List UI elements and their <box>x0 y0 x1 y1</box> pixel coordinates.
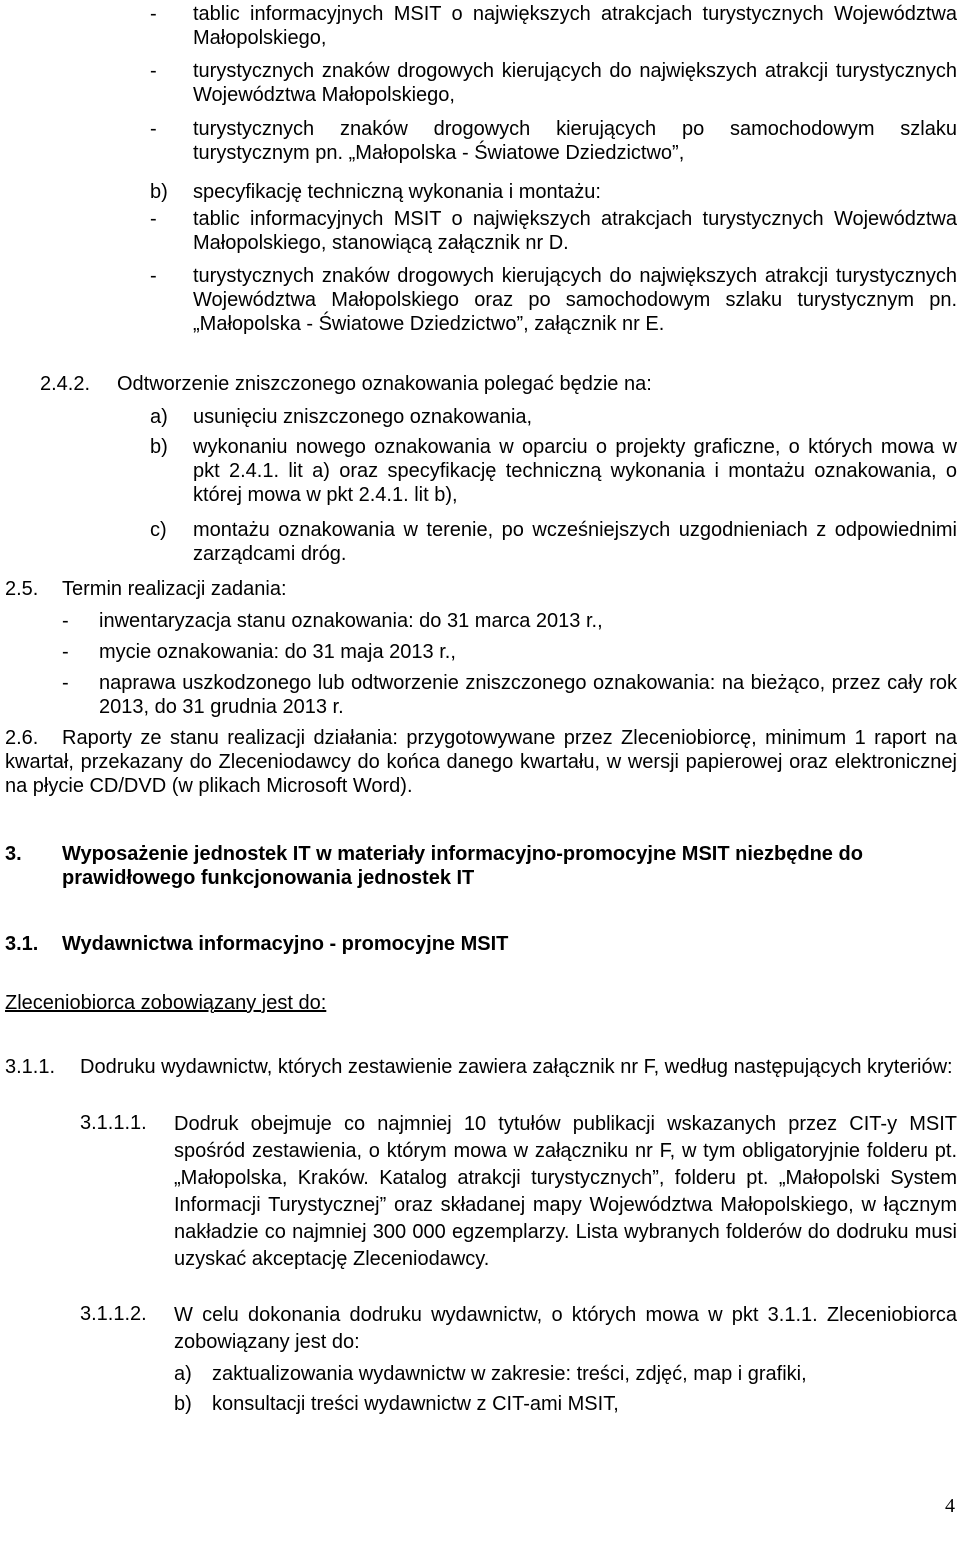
obligation-text: Zleceniobiorca zobowiązany jest do: <box>5 992 327 1014</box>
list-marker: - <box>62 641 69 663</box>
list-marker: a) <box>174 1363 192 1385</box>
section-number: 2.6. <box>5 727 39 749</box>
list-marker: - <box>62 672 69 694</box>
list-item: tablic informacyjnych MSIT o największych atrakcjach turystycznych Województwa Małopolskiego, <box>193 3 957 49</box>
list-marker: - <box>150 208 157 230</box>
section-number: 3.1.1.2. <box>80 1303 147 1325</box>
list-marker: - <box>150 118 157 140</box>
list-marker: - <box>150 265 157 287</box>
list-item: inwentaryzacja stanu oznakowania: do 31 marca 2013 r., <box>99 610 603 632</box>
section-number: 2.5. <box>5 578 39 600</box>
list-item: tablic informacyjnych MSIT o największych atrakcjach turystycznych Województwa Małopolskiego, stanowiącą załącznik nr D. <box>193 208 957 254</box>
list-item: usunięciu zniszczonego oznakowania, <box>193 406 533 428</box>
list-marker: b) <box>174 1393 192 1415</box>
list-item: wykonaniu nowego oznakowania w oparciu o projekty graficzne, o których mowa w pkt 2.4.1. lit a) oraz specyfikację techniczną wykonania i montażu oznakowania, o której mowa w pkt 2.4.1. lit b), <box>193 436 957 506</box>
section-title: Termin realizacji zadania: <box>62 578 287 600</box>
list-item: naprawa uszkodzonego lub odtworzenie zniszczonego oznakowania: na bieżąco, przez cały rok 2013, do 31 grudnia 2013 r. <box>99 672 957 718</box>
list-marker: - <box>150 60 157 82</box>
list-item: montażu oznakowania w terenie, po wcześniejszych uzgodnieniach z odpowiednimi zarządcami dróg. <box>193 519 957 565</box>
paragraph: Dodruk obejmuje co najmniej 10 tytułów publikacji wskazanych przez CIT-y MSIT spośród zestawienia, o którym mowa w załączniku nr F, w tym obligatoryjnie folderu pt. „Małopolska, Kraków. Katalog atrakcji turystycznych”, folderu pt. „Małopolski System Informacji Turystycznej” oraz składanej mapy Województwa Małopolskiego, w łącznym nakładzie co najmniej 300 000 egzemplarzy. Lista wybranych folderów do dodruku musi uzyskać akceptację Zleceniodawcy. <box>174 1113 957 1270</box>
section-number: 3.1.1.1. <box>80 1112 147 1134</box>
list-marker: - <box>150 3 157 25</box>
section-number: 2.4.2. <box>40 373 91 395</box>
section-heading: Wyposażenie jednostek IT w materiały informacyjno-promocyjne MSIT niezbędne do prawidłowego funkcjonowania jednostek IT <box>62 843 863 889</box>
list-marker: b) <box>150 181 168 203</box>
obligation-heading <box>5 991 326 1015</box>
list-item: konsultacji treści wydawnictw z CIT-ami MSIT, <box>212 1393 619 1415</box>
list-item: specyfikację techniczną wykonania i montażu: <box>193 181 601 203</box>
list-item: zaktualizowania wydawnictw w zakresie: treści, zdjęć, map i grafiki, <box>212 1363 807 1385</box>
section-number: 3.1. <box>5 933 39 955</box>
paragraph: W celu dokonania dodruku wydawnictw, o których mowa w pkt 3.1.1. Zleceniobiorca zobowiązany jest do: <box>174 1304 957 1353</box>
list-marker: b) <box>150 436 168 458</box>
list-item: turystycznych znaków drogowych kierujących do największych atrakcji turystycznych Województwa Małopolskiego, <box>193 60 957 106</box>
list-marker: - <box>62 610 69 632</box>
paragraph: Raporty ze stanu realizacji działania: przygotowywane przez Zleceniobiorcę, minimum 1 raport na kwartał, przekazany do Zleceniodawcy do końca danego kwartału, w wersji papierowej oraz elektronicznej na płycie CD/DVD (w plikach Microsoft Word). <box>5 727 957 797</box>
list-item: turystycznych znaków drogowych kierujących po samochodowym szlaku turystycznym pn. „Małopolska - Światowe Dziedzictwo”, <box>193 118 957 164</box>
section-heading: Wydawnictwa informacyjno - promocyjne MSIT <box>62 933 509 955</box>
list-marker: a) <box>150 406 168 428</box>
section-number: 3. <box>5 843 22 865</box>
section-number: 3.1.1. <box>5 1056 56 1078</box>
list-item: mycie oznakowania: do 31 maja 2013 r., <box>99 641 456 663</box>
paragraph: Dodruku wydawnictw, których zestawienie zawiera załącznik nr F, według następujących kryteriów: <box>80 1056 953 1078</box>
list-marker: c) <box>150 519 167 541</box>
list-item: turystycznych znaków drogowych kierujących do największych atrakcji turystycznych Województwa Małopolskiego oraz po samochodowym szlaku turystycznym pn. „Małopolska - Światowe Dziedzictwo”, załącznik nr E. <box>193 265 957 335</box>
section-title: Odtworzenie zniszczonego oznakowania polegać będzie na: <box>117 373 652 395</box>
page-number: 4 <box>945 1495 955 1517</box>
